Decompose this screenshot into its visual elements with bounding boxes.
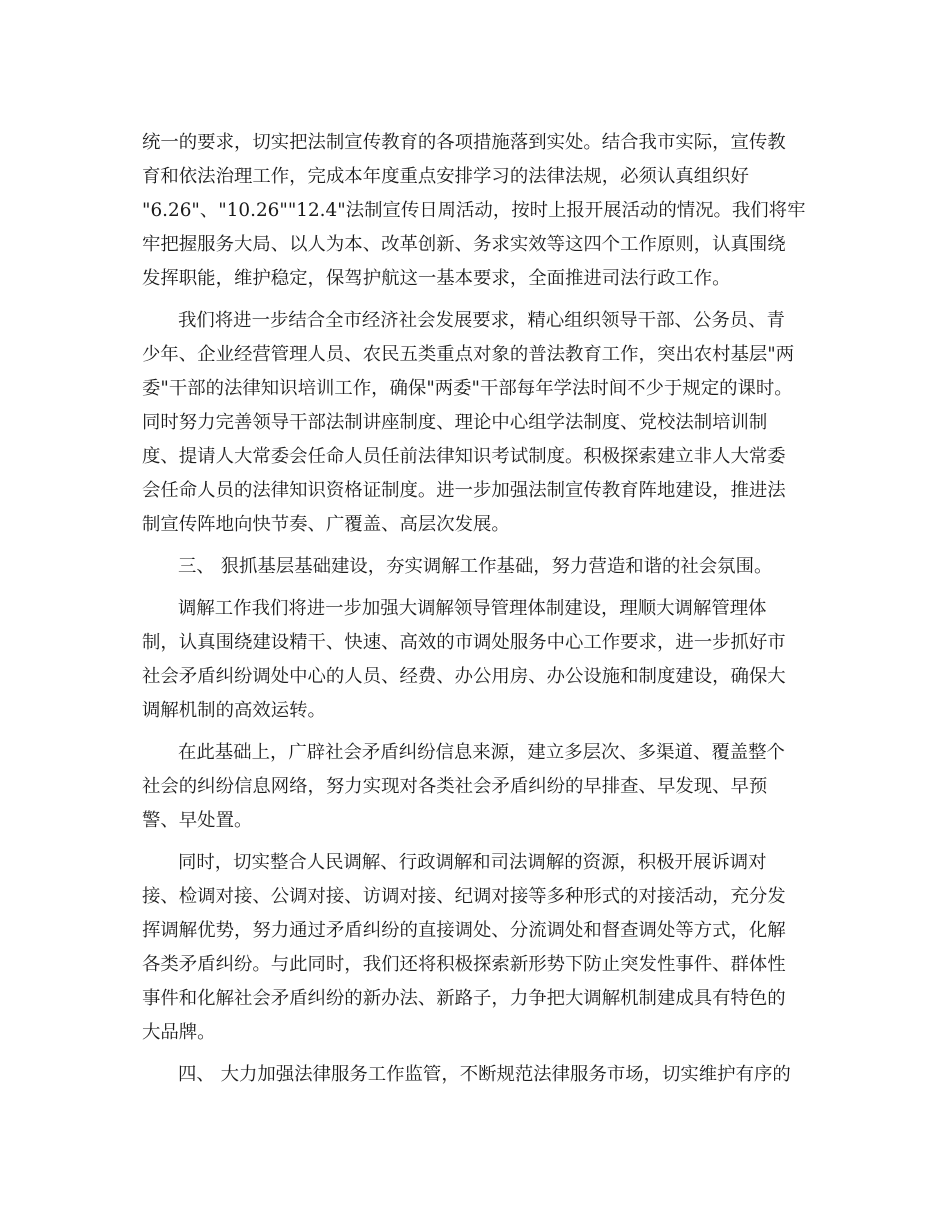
text-line: 事件和化解社会矛盾纠纷的新办法、新路子，力争把大调解机制建成具有特色的: [142, 988, 786, 1009]
text-line: 制，认真围绕建设精干、快速、高效的市调处服务中心工作要求，进一步抓好市: [142, 632, 786, 653]
section-heading-four: 四、 大力加强法律服务工作监管，不断规范法律服务市场，切实维护有序的: [178, 1064, 791, 1085]
text-line: 调解机制的高效运转。: [142, 700, 326, 721]
text-line: 挥调解优势，努力通过矛盾纠纷的直接调处、分流调处和督查调处等方式，化解: [142, 920, 786, 941]
text-line: 少年、企业经营管理人员、农民五类重点对象的普法教育工作，突出农村基层"两: [142, 344, 795, 365]
text-line: 社会的纠纷信息网络，努力实现对各类社会矛盾纠纷的早排查、早发现、早预: [142, 776, 768, 797]
text-line: 警、早处置。: [142, 810, 253, 831]
text-line: 接、检调对接、公调对接、访调对接、纪调对接等多种形式的对接活动，充分发: [142, 886, 786, 907]
paragraph-first-line: 调解工作我们将进一步加强大调解领导管理体制建设，理顺大调解管理体: [178, 598, 767, 619]
text-line: 育和依法治理工作，完成本年度重点安排学习的法律法规，必须认真组织好: [142, 166, 749, 187]
text-line: 社会矛盾纠纷调处中心的人员、经费、办公用房、办公设施和制度建设，确保大: [142, 666, 786, 687]
text-line: 各类矛盾纠纷。与此同时，我们还将积极探索新形势下防止突发性事件、群体性: [142, 954, 786, 975]
text-line: "6.26"、"10.26""12.4"法制宣传日周活动，按时上报开展活动的情况。我们将牢: [142, 200, 806, 221]
text-line: 牢把握服务大局、以人为本、改革创新、务求实效等这四个工作原则，认真围绕: [142, 234, 786, 255]
paragraph-first-line: 在此基础上，广辟社会矛盾纠纷信息来源，建立多层次、多渠道、覆盖整个: [178, 742, 785, 763]
text-line: 发挥职能，维护稳定，保驾护航这一基本要求，全面推进司法行政工作。: [142, 268, 731, 289]
text-line: 会任命人员的法律知识资格证制度。进一步加强法制宣传教育阵地建设，推进法: [142, 480, 786, 501]
paragraph-first-line: 同时，切实整合人民调解、行政调解和司法调解的资源，积极开展诉调对: [178, 852, 767, 873]
text-line: 统一的要求，切实把法制宣传教育的各项措施落到实处。结合我市实际，宣传教: [142, 132, 786, 153]
text-line: 委"干部的法律知识培训工作，确保"两委"干部每年学法时间不少于规定的课时。: [142, 378, 793, 399]
text-line: 制宣传阵地向快节奏、广覆盖、高层次发展。: [142, 514, 510, 535]
text-line: 度、提请人大常委会任命人员任前法律知识考试制度。积极探索建立非人大常委: [142, 446, 786, 467]
section-heading-three: 三、 狠抓基层基础建设，夯实调解工作基础，努力营造和谐的社会氛围。: [178, 556, 773, 577]
text-line: 同时努力完善领导干部法制讲座制度、理论中心组学法制度、党校法制培训制: [142, 412, 768, 433]
text-line: 大品牌。: [142, 1022, 216, 1043]
paragraph-first-line: 我们将进一步结合全市经济社会发展要求，精心组织领导干部、公务员、青: [178, 310, 785, 331]
